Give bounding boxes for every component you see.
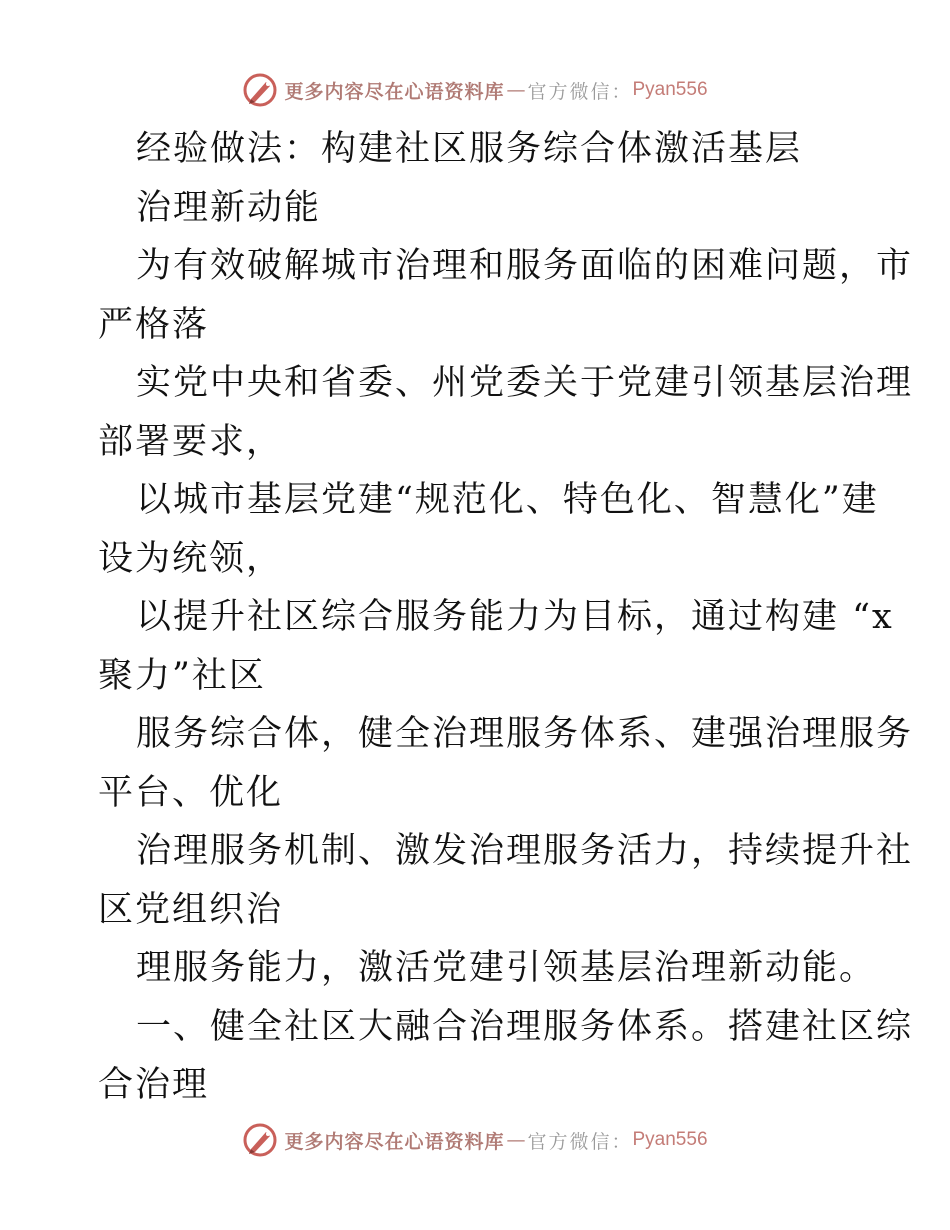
text-line-5: 实党中央和省委、州党委关于党建引领基层治理: [136, 363, 914, 403]
watermark-wechat-id: Pyan556: [632, 79, 708, 100]
text-line-2: 治理新动能: [136, 187, 322, 228]
text-line-4: 严格落: [98, 304, 210, 345]
watermark-title: 更多内容尽在心语资料库: [284, 80, 505, 103]
text-line-8: 设为统领，: [98, 538, 284, 579]
watermark-separator: —: [506, 1129, 526, 1151]
watermark-wechat-id: Pyan556: [632, 1129, 708, 1150]
pen-logo-icon: [242, 72, 278, 108]
watermark-title: 更多内容尽在心语资料库: [284, 1130, 505, 1153]
text-line-11: 服务综合体，健全治理服务体系、建强治理服务: [136, 714, 914, 754]
text-line-6: 部署要求，: [98, 421, 284, 462]
watermark-separator: —: [506, 79, 526, 101]
text-line-14: 区党组织治: [98, 889, 284, 930]
text-line-9: 以提升社区综合服务能力为目标，通过构建 “x: [136, 597, 894, 637]
text-line-10: 聚力”社区: [98, 655, 266, 696]
watermark-wechat-label: 官方微信：: [527, 1130, 633, 1153]
watermark-wechat-label: 官方微信：: [527, 80, 633, 103]
document-body: [98, 120, 914, 1115]
text-line-15: 理服务能力，激活党建引领基层治理新动能。: [136, 948, 877, 988]
text-line-13: 治理服务机制、激发治理服务活力，持续提升社: [136, 831, 914, 871]
text-line-1: 经验做法：构建社区服务综合体激活基层: [136, 129, 803, 169]
footer-watermark: [0, 1118, 950, 1162]
text-line-17: 合治理: [98, 1065, 210, 1105]
text-line-12: 平台、优化: [98, 772, 284, 813]
text-line-3: 为有效破解城市治理和服务面临的困难问题，市: [136, 246, 914, 286]
text-line-7: 以城市基层党建“规范化、特色化、智慧化”建: [136, 480, 879, 520]
text-line-16: 一、健全社区大融合治理服务体系。搭建社区综: [136, 1006, 914, 1047]
pen-logo-icon: [242, 1122, 278, 1158]
header-watermark: [0, 68, 950, 112]
